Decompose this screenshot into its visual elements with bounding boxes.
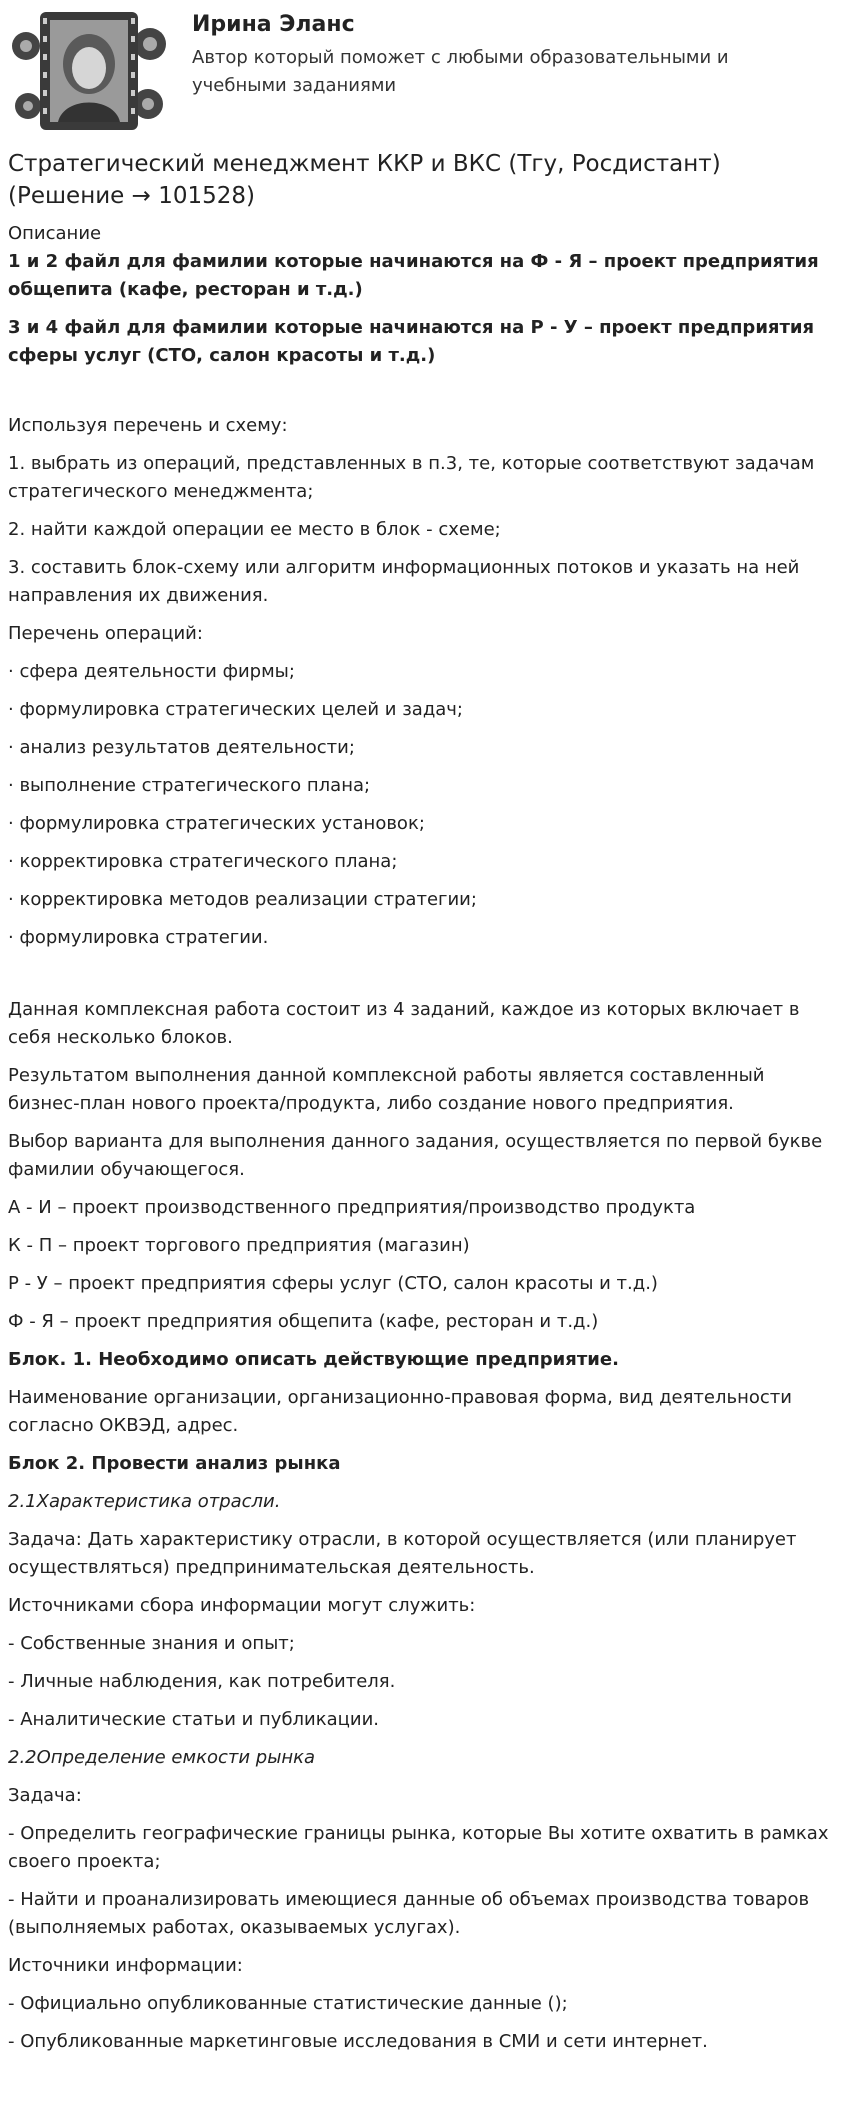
instruction-line: 1. выбрать из операций, представленных в п.3, те, которые соответствуют задачам стратегического менеджмента; <box>8 453 815 502</box>
page-title: Стратегический менеджмент ККР и ВКС (Тгу, Росдистант) (Решение → 101528) <box>8 151 721 209</box>
variant-line: Ф - Я – проект предприятия общепита (кафе, ресторан и т.д.) <box>8 1311 599 1332</box>
complex-line: Выбор варианта для выполнения данного задания, осуществляется по первой букве фамилии обучающегося. <box>8 1131 823 1180</box>
description-label: Описание <box>8 223 102 244</box>
operation-item: · формулировка стратегических целей и задач; <box>8 699 464 720</box>
instructions-section <box>8 412 839 952</box>
block2-sub2-line: - Определить географические границы рынка, которые Вы хотите охватить в рамках своего проекта; <box>8 1823 829 1872</box>
complex-section <box>8 996 839 2056</box>
instruction-line: 2. найти каждой операции ее место в блок - схеме; <box>8 519 501 540</box>
author-name[interactable]: Ирина Эланс <box>192 12 355 37</box>
block2-sub1-line: Задача: Дать характеристику отрасли, в которой осуществляется (или планирует осуществляться) предпринимательская деятельность. <box>8 1529 797 1578</box>
block2-sub1-line: - Личные наблюдения, как потребителя. <box>8 1671 396 1692</box>
block2-sub1-line: - Аналитические статьи и публикации. <box>8 1709 380 1730</box>
block2-sub2-line: - Опубликованные маркетинговые исследования в СМИ и сети интернет. <box>8 2031 708 2052</box>
block2-sub2-line: Источники информации: <box>8 1955 243 1976</box>
avatar[interactable] <box>8 6 168 134</box>
intro-bold-1: 1 и 2 файл для фамилии которые начинаются на Ф - Я – проект предприятия общепита (кафе, ресторан и т.д.) <box>8 251 819 300</box>
block2-sub1-line: - Собственные знания и опыт; <box>8 1633 295 1654</box>
author-card <box>8 0 839 140</box>
operation-item: · анализ результатов деятельности; <box>8 737 355 758</box>
operation-item: · формулировка стратегических установок; <box>8 813 425 834</box>
author-description: Автор который поможет с любыми образовательными и учебными заданиями <box>192 47 729 96</box>
author-info <box>192 10 752 100</box>
operation-item: · формулировка стратегии. <box>8 927 269 948</box>
variant-line: А - И – проект производственного предприятия/производство продукта <box>8 1197 696 1218</box>
instruction-line: 3. составить блок-схему или алгоритм информационных потоков и указать на ней направления их движения. <box>8 557 800 606</box>
complex-line: Данная комплексная работа состоит из 4 заданий, каждое из которых включает в себя несколько блоков. <box>8 999 800 1048</box>
block2-sub2-line: - Официально опубликованные статистические данные (); <box>8 1993 568 2014</box>
variant-line: Р - У – проект предприятия сферы услуг (СТО, салон красоты и т.д.) <box>8 1273 658 1294</box>
instruction-line: Используя перечень и схему: <box>8 415 288 436</box>
block2-sub2-line: - Найти и проанализировать имеющиеся данные об объемах производства товаров (выполняемых работах, оказываемых услугах). <box>8 1889 810 1938</box>
operation-item: · корректировка методов реализации стратегии; <box>8 889 477 910</box>
operation-item: · корректировка стратегического плана; <box>8 851 398 872</box>
block2-heading: Блок 2. Провести анализ рынка <box>8 1453 341 1474</box>
operation-item: · выполнение стратегического плана; <box>8 775 371 796</box>
operation-item: · сфера деятельности фирмы; <box>8 661 295 682</box>
variant-line: К - П – проект торгового предприятия (магазин) <box>8 1235 470 1256</box>
intro-bold-2: 3 и 4 файл для фамилии которые начинаются на Р - У – проект предприятия сферы услуг (СТО, салон красоты и т.д.) <box>8 317 815 366</box>
block2-sub2-heading: 2.2Определение емкости рынка <box>8 1747 316 1768</box>
complex-line: Результатом выполнения данной комплексной работы является составленный бизнес-план нового проекта/продукта, либо создание нового предприятия. <box>8 1065 765 1114</box>
block1-heading: Блок. 1. Необходимо описать действующие предприятие. <box>8 1349 619 1370</box>
block2-sub2-line: Задача: <box>8 1785 82 1806</box>
block1-text: Наименование организации, организационно-правовая форма, вид деятельности согласно ОКВЭД, адрес. <box>8 1387 792 1436</box>
block2-sub1-line: Источниками сбора информации могут служить: <box>8 1595 476 1616</box>
block2-sub1-heading: 2.1Характеристика отрасли. <box>8 1491 281 1512</box>
instruction-line: Перечень операций: <box>8 623 203 644</box>
